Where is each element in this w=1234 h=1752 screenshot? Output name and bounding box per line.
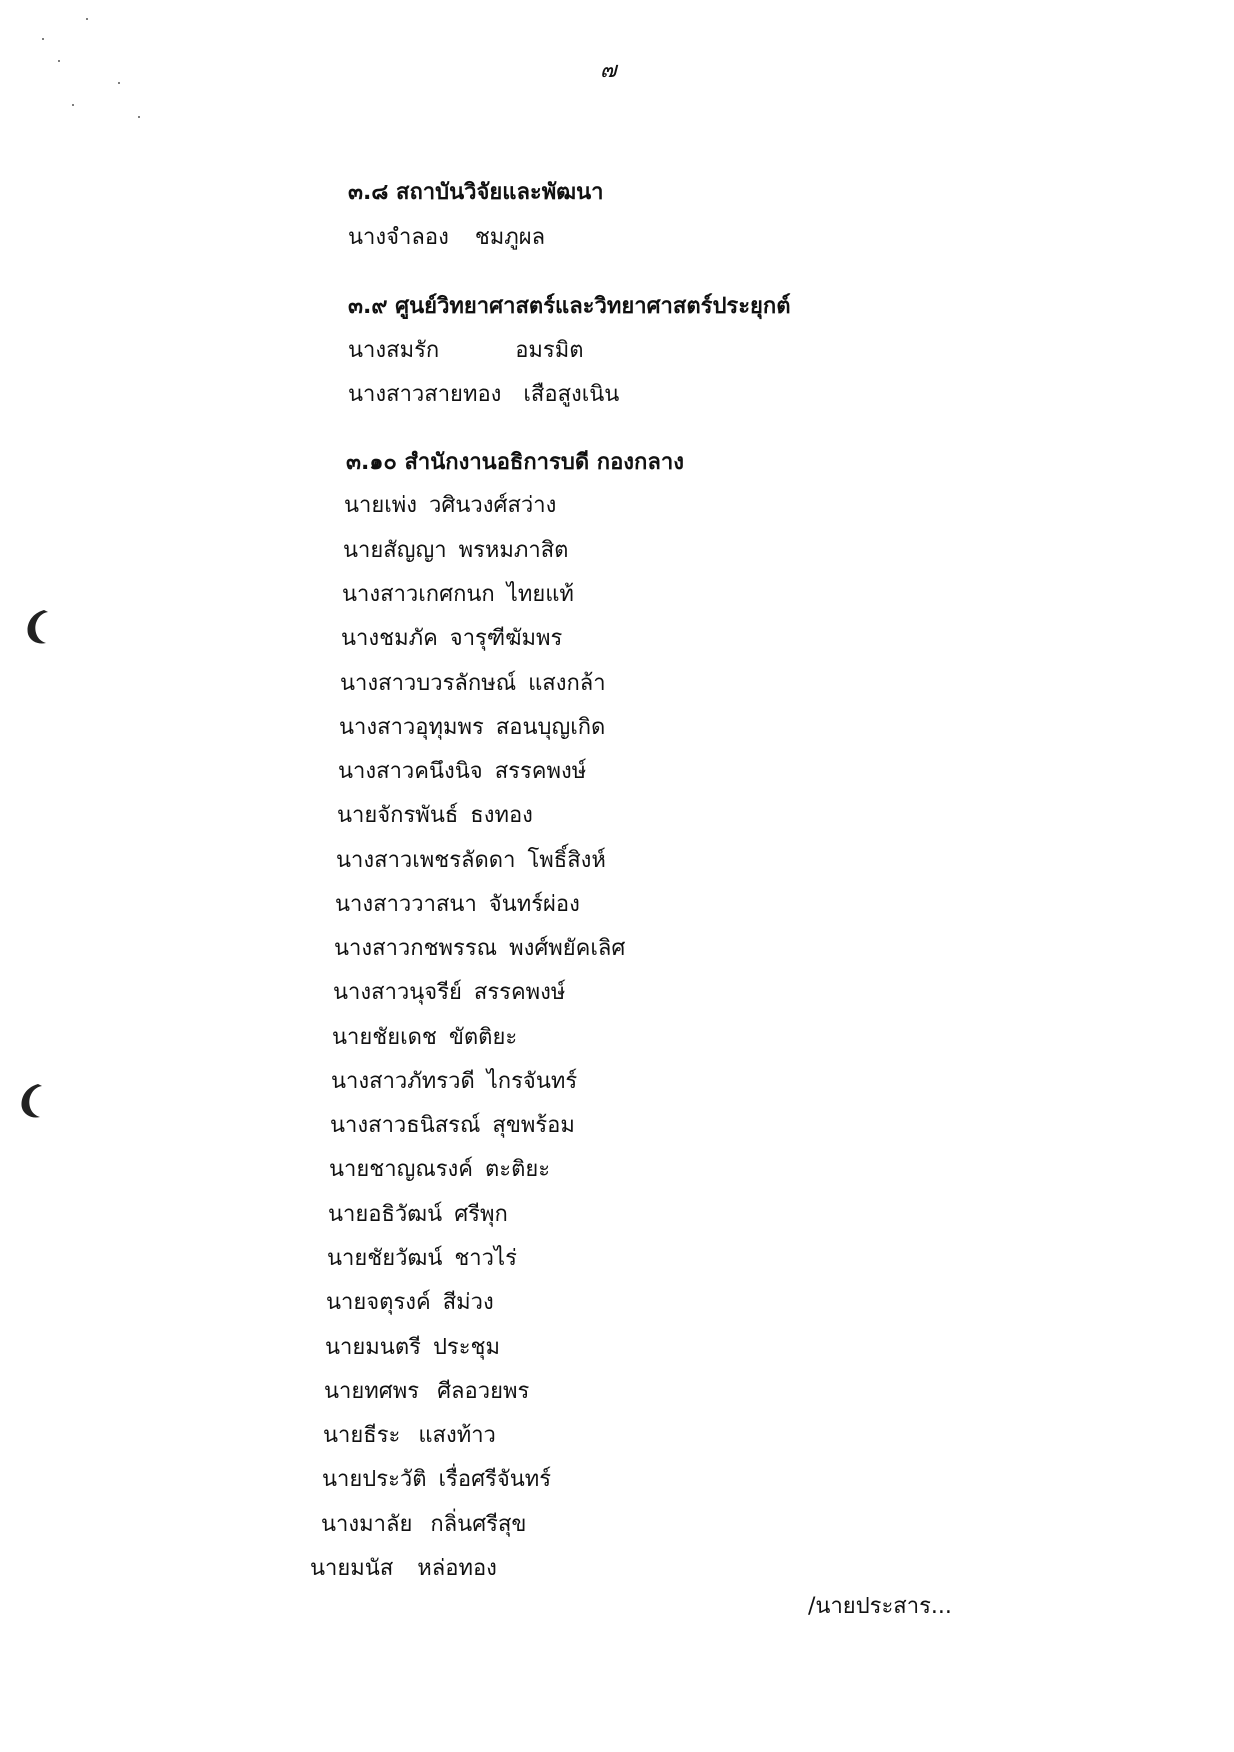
name-row [344,487,556,522]
page-number: ๗ [600,58,617,83]
scan-speck [138,116,140,118]
person-last-name: สรรคพงษ์ [494,759,587,784]
person-last-name: ศีลอวยพร [437,1379,530,1404]
person-first-name: นายทศพร [324,1379,420,1404]
name-row [322,1461,551,1496]
person-first-name: นางสาววาสนา [335,892,477,917]
person-first-name: นายประวัติ [322,1467,427,1492]
person-last-name: สุขพร้อม [492,1113,575,1138]
person-first-name: นายชัยเดช [332,1025,437,1050]
name-row [325,1329,500,1364]
person-first-name: นางชมภัค [341,626,438,651]
section-heading-3-10: ๓.๑๐ สำนักงานอธิการบดี กองกลาง [346,450,684,475]
name-row [337,797,533,832]
binder-hole-icon [24,608,50,646]
person-last-name: สอนบุญเกิด [495,715,606,740]
name-row [321,1506,526,1541]
person-first-name: นางสาวอุทุมพร [339,715,484,740]
person-first-name: นางสาวภัทรวดี [331,1069,475,1094]
person-last-name: ธงทอง [470,803,533,828]
person-first-name: นายเพ่ง [344,493,418,518]
name-row [330,1107,575,1142]
person-first-name: นางมาลัย [321,1512,413,1537]
person-first-name: นายธีระ [323,1423,401,1448]
name-row [326,1284,494,1319]
person-last-name: จันทร์ผ่อง [488,892,580,917]
scan-speck [86,18,88,20]
name-row [310,1550,497,1585]
person-last-name: วศินวงศ์สว่าง [429,493,557,518]
person-last-name: สีม่วง [442,1290,494,1315]
person-first-name: นายจักรพันธ์ [337,803,459,828]
name-row [327,1240,517,1275]
name-row [343,532,568,567]
section-heading-3-9: ๓.๙ ศูนย์วิทยาศาสตร์และวิทยาศาสตร์ประยุกต์ [348,294,791,319]
binder-hole-icon [18,1082,44,1120]
person-first-name: นางสาวธนิสรณ์ [330,1113,481,1138]
person-last-name: ขัตติยะ [448,1025,518,1050]
name-row [333,974,565,1009]
person-last-name: สรรคพงษ์ [473,980,566,1005]
name-row [323,1417,496,1452]
name-row [328,1196,508,1231]
name-row [340,665,606,700]
person-last-name: ชาวไร่ [454,1246,517,1271]
person-first-name: นางสาวนุจรีย์ [333,980,462,1005]
person-first-name: นางสมรัก [348,338,440,363]
person-first-name: นายสัญญา [343,538,447,563]
person-first-name: นายมนตรี [325,1335,421,1360]
name-row [334,930,625,965]
person-last-name: แสงท้าว [418,1423,496,1448]
name-row [338,753,586,788]
person-first-name: นางสาวคนึงนิจ [338,759,483,784]
name-row [324,1373,529,1408]
name-row [329,1151,550,1186]
person-last-name: ไกรจันทร์ [486,1069,578,1094]
person-last-name: ไทยแท้ [506,582,574,607]
name-row [342,576,574,611]
person-last-name: อมรมิต [515,338,584,363]
name-row [335,886,580,921]
person-first-name: นายชัยวัฒน์ [327,1246,443,1271]
continuation-note: /นายประสาร... [808,1594,952,1619]
person-first-name: นายอธิวัฒน์ [328,1202,443,1227]
person-first-name: นางจำลอง [348,225,449,250]
person-first-name: นายจตุรงค์ [326,1290,431,1315]
person-last-name: จารุฑีฆัมพร [449,626,563,651]
person-first-name: นางสาวสายทอง [348,382,502,407]
person-first-name: นางสาวกชพรรณ [334,936,498,961]
person-first-name: นางสาวบวรลักษณ์ [340,671,517,696]
person-last-name: เสือสูงเนิน [523,382,620,407]
section-heading-3-8: ๓.๘ สถาบันวิจัยและพัฒนา [348,180,604,205]
person-last-name: ตะติยะ [485,1157,551,1182]
name-row [348,332,584,367]
person-last-name: โพธิ์สิงห์ [527,848,606,873]
name-row [336,842,606,877]
name-row [339,709,605,744]
name-row [348,219,545,254]
name-row [348,376,619,411]
person-last-name: ศรีพุก [454,1202,508,1227]
name-row [331,1063,577,1098]
person-last-name: ประชุม [432,1335,500,1360]
person-last-name: พรหมภาสิต [458,538,569,563]
person-last-name: แสงกล้า [528,671,606,696]
person-last-name: พงศ์พยัคเลิศ [509,936,626,961]
person-last-name: ชมภูผล [474,225,546,250]
scan-speck [42,38,44,40]
person-first-name: นางสาวเกศกนก [342,582,495,607]
person-first-name: นายมนัส [310,1556,394,1581]
person-last-name: หล่อทอง [417,1556,497,1581]
scan-speck [58,60,60,62]
name-row [341,620,562,655]
name-row [332,1019,517,1054]
person-first-name: นางสาวเพชรลัดดา [336,848,516,873]
scan-speck [72,104,74,106]
person-last-name: กลิ่นศรีสุข [430,1512,527,1537]
person-first-name: นายชาญณรงค์ [329,1157,473,1182]
person-last-name: เรื่อศรีจันทร์ [438,1467,552,1492]
scan-speck [118,82,120,84]
